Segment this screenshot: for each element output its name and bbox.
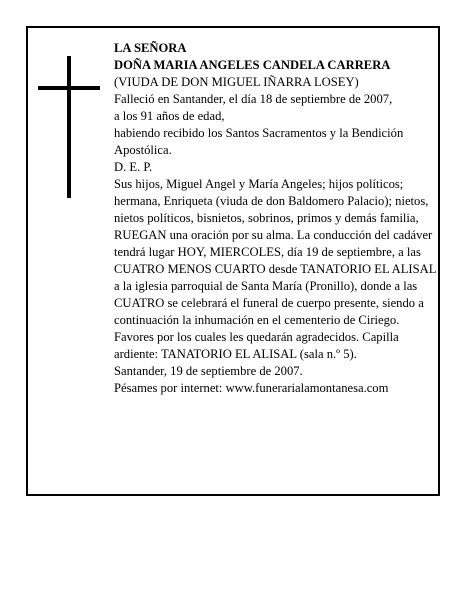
request-paragraph: RUEGAN una oración por su alma. La conducción del cadáver tendrá lugar HOY, MIERCOLES, día 19 de septiembre, a las CUATRO MENOS CUARTO desde TANATORIO EL ALISAL a la iglesia parroquial de Santa María (Pronillo), donde a las CUATRO se celebrará el funeral de cuerpo presente, siendo a continuación la inhumación en el cementerio de Ciriego. Favores por los cuales les quedarán agradecidos. Capilla ardiente: TANATORIO EL ALISAL (sala n.º 5).: [114, 228, 436, 361]
heading: LA SEÑORA: [114, 41, 187, 55]
rip-line: D. E. P.: [114, 160, 153, 174]
sacraments-line: habiendo recibido los Santos Sacramentos y la Bendición Apostólica.: [114, 126, 404, 157]
obituary-text: [114, 40, 436, 397]
family-paragraph: Sus hijos, Miguel Angel y María Angeles; hijos políticos; hermana, Enriqueta (viuda de don Baldomero Palacio); nietos, nietos políticos, bisnietos, sobrinos, primos y demás familia,: [114, 177, 429, 225]
condolences-line: Pésames por internet: www.funerarialamontanesa.com: [114, 381, 389, 395]
cross-icon: [38, 56, 100, 198]
date-place-line: Santander, 19 de septiembre de 2007.: [114, 364, 303, 378]
widow-line: (VIUDA DE DON MIGUEL IÑARRA LOSEY): [114, 75, 359, 89]
death-line-1: Falleció en Santander, el día 18 de septiembre de 2007,: [114, 92, 393, 106]
death-line-2: a los 91 años de edad,: [114, 109, 225, 123]
deceased-name: DOÑA MARIA ANGELES CANDELA CARRERA: [114, 58, 391, 72]
obituary-frame: [26, 26, 440, 496]
